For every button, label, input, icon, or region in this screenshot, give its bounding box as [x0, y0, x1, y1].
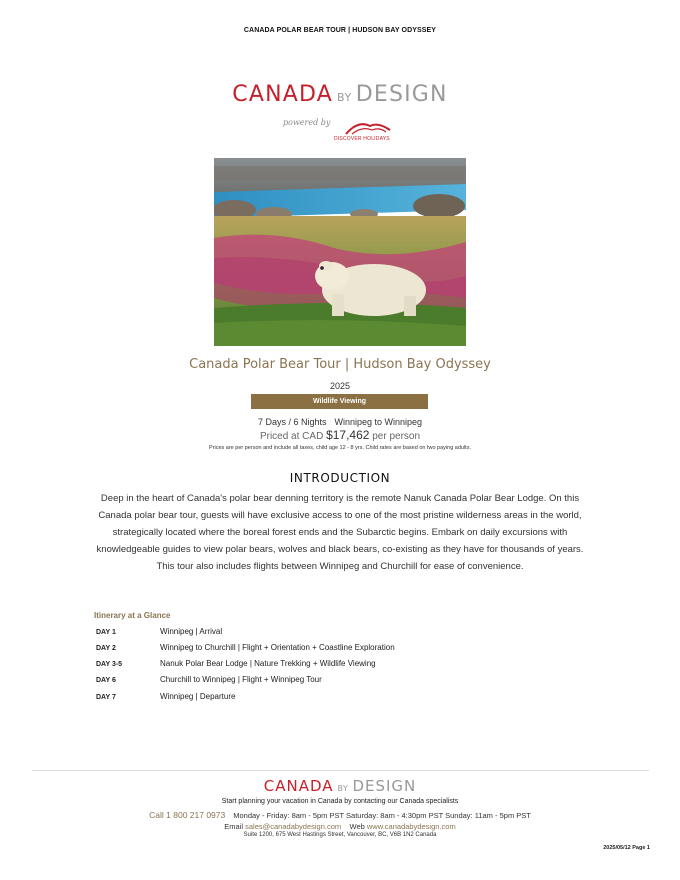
footer-logo — [0, 777, 680, 795]
itinerary-desc: Churchill to Winnipeg | Flight + Winnipeg Tour — [160, 675, 322, 684]
price-amount: $17,462 — [326, 428, 370, 442]
itinerary-row — [96, 675, 322, 684]
itinerary-row — [96, 643, 395, 652]
itinerary-day: DAY 6 — [96, 677, 116, 684]
tour-duration — [0, 417, 680, 427]
itinerary-desc: Winnipeg to Churchill | Flight + Orientation + Coastline Exploration — [160, 643, 395, 652]
price-prefix: Priced at CAD — [259, 431, 324, 442]
web-link[interactable]: www.canadabydesign.com — [366, 822, 456, 831]
itinerary-heading: Itinerary at a Glance — [94, 611, 171, 620]
page-number: 2025/05/12 Page 1 — [603, 845, 650, 851]
itinerary-desc: Nanuk Polar Bear Lodge | Nature Trekking + Wildlife Viewing — [160, 659, 376, 668]
office-hours: Monday - Friday: 8am - 5pm PST Saturday: 8am - 4:30pm PST Sunday: 11am - 5pm PST — [233, 811, 531, 820]
polar-bear-photo — [214, 158, 466, 346]
price-fine-print: Prices are per person and include all taxes, child age 12 - 8 yrs. Child rates are based on two paying adults. — [208, 445, 471, 451]
logo-design: DESIGN — [355, 82, 448, 107]
footer-logo-by: BY — [337, 784, 349, 793]
footer-logo-canada: CANADA — [263, 777, 334, 795]
itinerary-day: DAY 2 — [96, 645, 116, 652]
tour-price — [0, 428, 680, 442]
price-suffix: per person — [372, 431, 421, 442]
email-label: Email — [224, 822, 244, 831]
itinerary-row — [96, 692, 235, 701]
logo-canada: CANADA — [232, 82, 334, 107]
footer-address: Suite 1200, 675 West Hastings Street, Vancouver, BC, V6B 1N2 Canada — [243, 832, 437, 838]
document-header: CANADA POLAR BEAR TOUR | HUDSON BAY ODYSSEY — [243, 27, 437, 34]
itinerary-day: DAY 1 — [96, 629, 116, 636]
introduction-heading: INTRODUCTION — [289, 471, 391, 485]
itinerary-desc: Winnipeg | Departure — [160, 692, 236, 701]
tour-year: 2025 — [329, 381, 351, 391]
web-label: Web — [349, 822, 365, 831]
tour-title: Canada Polar Bear Tour | Hudson Bay Odyssey — [189, 357, 491, 372]
itinerary-desc: Winnipeg | Arrival — [160, 627, 223, 636]
introduction-body: Deep in the heart of Canada's polar bear denning territory is the remote Nanuk Canada Polar Bear Lodge. On this Canada polar bear tour, guests will have exclusive access to one of the most pristine wilderness areas in the world, strategically located where the boreal forest ends and the Subarctic begins. Embark on daily excursions with knowledgeable guides to view polar bears, wolves and black bears, co-existing as they have for thousands of years. This tour also includes flights between Winnipeg and Churchill for ease of convenience. — [96, 493, 584, 572]
footer-links — [0, 822, 680, 831]
canada-by-design-logo — [0, 82, 680, 107]
footer-logo-design: DESIGN — [352, 777, 417, 795]
footer-contact — [0, 810, 680, 820]
itinerary-day: DAY 7 — [96, 694, 116, 701]
powered-by-text: powered by — [283, 118, 331, 127]
logo-by: BY — [337, 91, 352, 104]
footer-tagline: Start planning your vacation in Canada by contacting our Canada specialists — [221, 798, 459, 805]
itinerary-row — [96, 627, 222, 636]
duration-text: 7 Days / 6 Nights — [257, 417, 327, 427]
footer-divider — [32, 770, 649, 771]
itinerary-row — [96, 659, 376, 668]
email-link[interactable]: sales@canadabydesign.com — [245, 822, 342, 831]
itinerary-day: DAY 3-5 — [96, 661, 123, 668]
category-badge: Wildlife Viewing — [251, 394, 428, 409]
phone-link[interactable]: Call 1 800 217 0973 — [149, 810, 226, 820]
discover-holidays-text: DISCOVER HOLIDAYS — [334, 136, 390, 142]
route-text: Winnipeg to Winnipeg — [334, 417, 423, 427]
